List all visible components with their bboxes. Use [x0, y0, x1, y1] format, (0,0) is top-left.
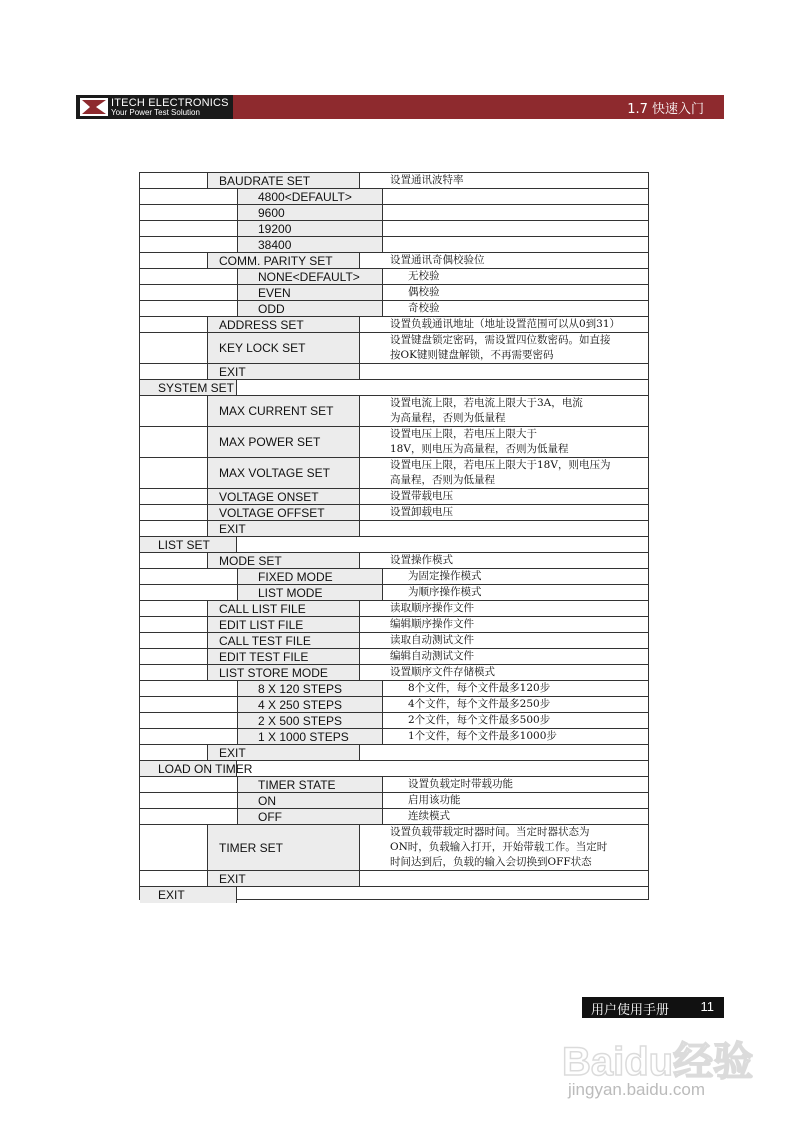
row-description: 为顺序操作模式 [408, 586, 482, 598]
row-label: EXIT [219, 364, 246, 379]
row-label: LIST SET [158, 537, 210, 552]
row-label: LIST STORE MODE [219, 665, 328, 680]
table-row [140, 521, 648, 537]
row-description: 设置带载电压 [390, 490, 453, 502]
row-label: 2 X 500 STEPS [258, 713, 343, 728]
table-row [140, 761, 648, 777]
row-description: 4个文件，每个文件最多250步 [408, 698, 551, 710]
row-label: SYSTEM SET [158, 380, 235, 395]
section-title: 1.7 快速入门 [627, 102, 704, 117]
row-description: 启用该功能 [408, 794, 461, 806]
row-label: LOAD ON TIMER [158, 761, 253, 776]
row-label: 8 X 120 STEPS [258, 681, 343, 696]
table-row [140, 237, 648, 253]
row-label: 1 X 1000 STEPS [258, 729, 349, 744]
table-row [140, 317, 648, 333]
row-label: TIMER SET [219, 840, 284, 855]
row-label: EXIT [219, 521, 246, 536]
table-row [140, 301, 648, 317]
row-description: 设置电压上限，若电压上限大于 18V，则电压为高量程，否则为低量程 [390, 428, 569, 455]
row-label: CALL LIST FILE [219, 601, 306, 616]
table-row [140, 601, 648, 617]
row-label: 19200 [258, 221, 292, 236]
row-description: 读取自动测试文件 [390, 634, 474, 646]
row-label: CALL TEST FILE [219, 633, 311, 648]
row-label: BAUDRATE SET [219, 173, 311, 188]
brand-name: ITECH ELECTRONICS [111, 97, 229, 109]
row-label: ODD [258, 301, 285, 316]
table-row [140, 681, 648, 697]
table-row [140, 887, 648, 903]
row-description: 1个文件，每个文件最多1000步 [408, 730, 557, 742]
row-description: 编辑自动测试文件 [390, 650, 474, 662]
row-description: 偶校验 [408, 286, 440, 298]
row-label: 4800<DEFAULT> [258, 189, 352, 204]
row-label-cell [140, 887, 237, 903]
row-description: 设置负载定时带载功能 [408, 778, 513, 790]
row-label: NONE<DEFAULT> [258, 269, 360, 284]
row-description: 连续模式 [408, 810, 450, 822]
row-description: 设置卸载电压 [390, 506, 453, 518]
table-row [140, 825, 648, 871]
row-description: 设置操作模式 [390, 554, 453, 566]
table-row [140, 173, 648, 189]
table-row [140, 396, 648, 427]
table-row [140, 729, 648, 745]
table-row [140, 871, 648, 887]
table-row [140, 809, 648, 825]
row-label: 4 X 250 STEPS [258, 697, 343, 712]
row-description: 读取顺序操作文件 [390, 602, 474, 614]
row-label: FIXED MODE [258, 569, 333, 584]
table-row [140, 380, 648, 396]
row-label: EVEN [258, 285, 291, 300]
table-row [140, 489, 648, 505]
row-label: EXIT [219, 745, 246, 760]
table-row [140, 364, 648, 380]
table-row [140, 697, 648, 713]
table-row [140, 777, 648, 793]
table-row [140, 333, 648, 364]
menu-table [139, 172, 649, 900]
table-row [140, 793, 648, 809]
table-row [140, 713, 648, 729]
table-row [140, 585, 648, 601]
table-row [140, 205, 648, 221]
row-label: COMM. PARITY SET [219, 253, 333, 268]
table-row [140, 253, 648, 269]
row-label: ON [258, 793, 276, 808]
row-label: ADDRESS SET [219, 317, 304, 332]
row-label: 9600 [258, 205, 285, 220]
row-description: 为固定操作模式 [408, 570, 482, 582]
row-description: 设置负载带载定时器时间。当定时器状态为 ON时，负载输入打开，开始带载工作。当定时 时间达到后，负载的输入会切换到OFF状态 [390, 826, 608, 868]
table-row [140, 745, 648, 761]
row-label: TIMER STATE [258, 777, 336, 792]
row-description: 设置顺序文件存储模式 [390, 666, 495, 678]
row-description: 2个文件，每个文件最多500步 [408, 714, 551, 726]
row-label: LIST MODE [258, 585, 323, 600]
row-description: 设置电压上限，若电压上限大于18V，则电压为 高量程，否则为低量程 [390, 459, 611, 486]
row-label: VOLTAGE OFFSET [219, 505, 325, 520]
table-row [140, 427, 648, 458]
table-row [140, 569, 648, 585]
row-label: MAX CURRENT SET [219, 404, 334, 418]
page-header [76, 95, 724, 119]
table-row [140, 285, 648, 301]
row-description: 设置负载通讯地址（地址设置范围可以从0到31） [390, 318, 621, 330]
row-description: 设置通讯波特率 [390, 174, 464, 186]
row-description: 设置电流上限，若电流上限大于3A，电流 为高量程，否则为低量程 [390, 397, 583, 424]
row-description: 设置通讯奇偶校验位 [390, 254, 485, 266]
footer-title: 用户使用手册 [591, 1003, 670, 1018]
row-label: VOLTAGE ONSET [219, 489, 319, 504]
table-row [140, 269, 648, 285]
table-row [140, 537, 648, 553]
logo [76, 95, 233, 119]
itech-logo-icon [80, 98, 108, 116]
table-row [140, 221, 648, 237]
row-description: 编辑顺序操作文件 [390, 618, 474, 630]
page-number: 11 [700, 999, 714, 1014]
page-footer [582, 997, 724, 1018]
table-row [140, 633, 648, 649]
brand-tagline: Your Power Test Solution [111, 108, 200, 117]
row-label: EXIT [158, 888, 185, 902]
table-row [140, 505, 648, 521]
row-label: EXIT [219, 871, 246, 886]
row-description: 无校验 [408, 270, 440, 282]
row-label: EDIT TEST FILE [219, 649, 309, 664]
row-description: 奇校验 [408, 302, 440, 314]
watermark-url: jingyan.baidu.com [568, 1080, 706, 1099]
watermark-brand: Baidu经验 [562, 1040, 754, 1084]
row-label: 38400 [258, 237, 292, 252]
row-label: KEY LOCK SET [219, 341, 306, 355]
table-row [140, 617, 648, 633]
table-row [140, 665, 648, 681]
table-row [140, 458, 648, 489]
row-description: 8个文件，每个文件最多120步 [408, 682, 551, 694]
table-row [140, 189, 648, 205]
row-label: OFF [258, 809, 282, 824]
row-description: 设置键盘锁定密码，需设置四位数密码。如直接 按OK键则键盘解锁，不再需要密码 [390, 334, 611, 361]
row-label: MAX POWER SET [219, 435, 321, 449]
row-label: MAX VOLTAGE SET [219, 466, 330, 480]
table-row [140, 553, 648, 569]
table-row [140, 649, 648, 665]
row-label: EDIT LIST FILE [219, 617, 304, 632]
row-label: MODE SET [219, 553, 282, 568]
